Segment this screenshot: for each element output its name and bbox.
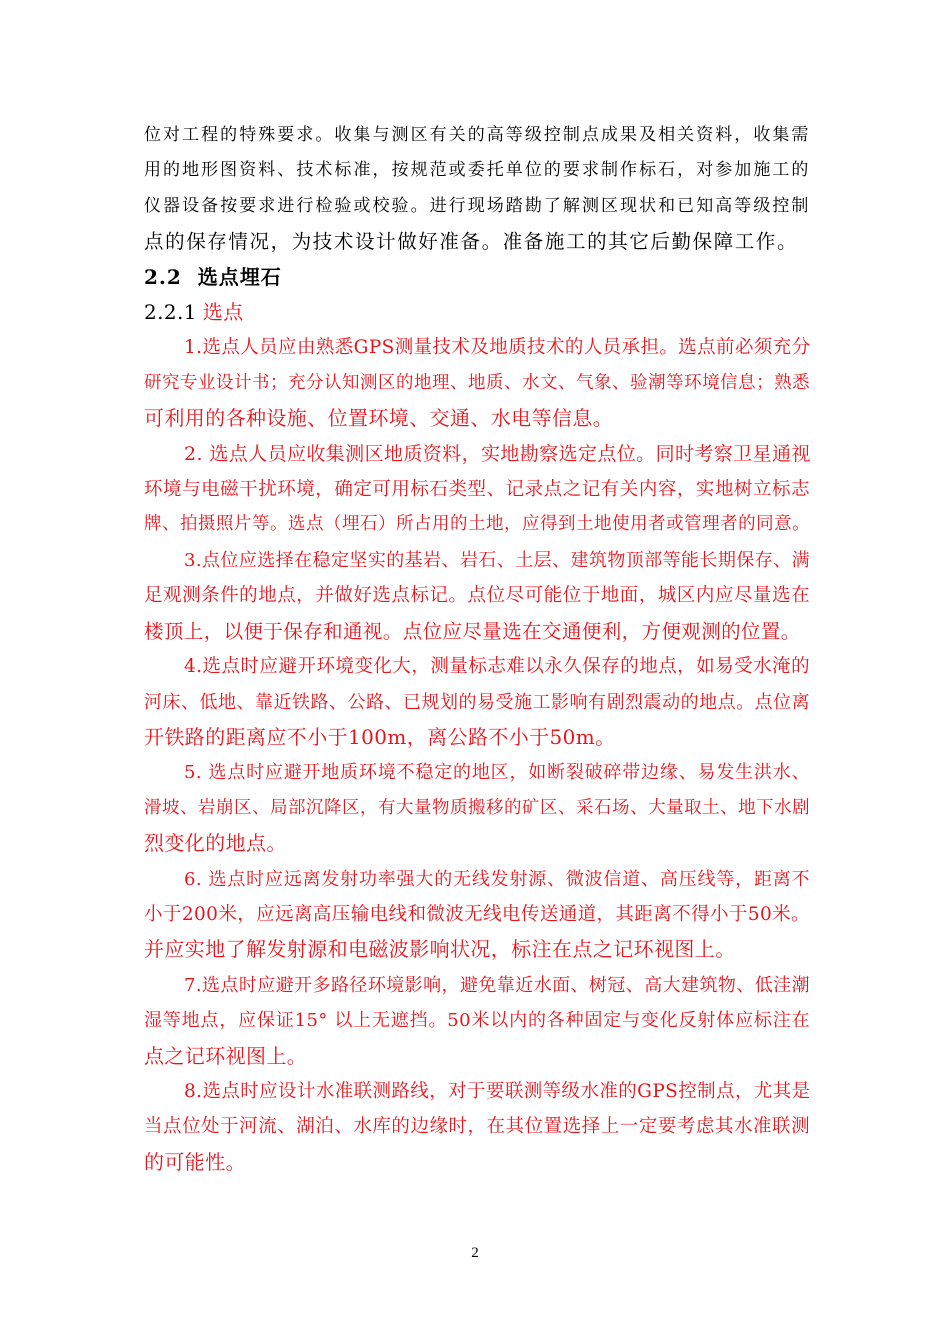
requirement-line: 8.选点时应设计水准联测路线，对于要联测等级水准的GPS控制点，尤其是: [184, 1080, 811, 1102]
intro-paragraph: [144, 118, 810, 260]
requirement-line: 河床、低地、靠近铁路、公路、已规划的易受施工影响有剧烈震动的地点。点位离: [144, 691, 810, 713]
requirement-item: [144, 862, 810, 968]
requirement-line: 3.点位应选择在稳定坚实的基岩、岩石、土层、建筑物顶部等能长期保存、满: [184, 549, 810, 571]
requirement-line: 可利用的各种设施、位置环境、交通、水电等信息。: [144, 406, 614, 431]
requirement-line: 5. 选点时应避开地质环境不稳定的地区，如断裂破碎带边缘、易发生洪水、: [184, 762, 810, 784]
requirement-item: [144, 1074, 810, 1180]
requirement-line: 烈变化的地点。: [144, 831, 287, 856]
requirement-line: 当点位处于河流、湖泊、水库的边缘时，在其位置选择上一定要考虑其水准联测: [144, 1116, 810, 1138]
page-number: 2: [471, 1245, 479, 1261]
subsection-number: 2.2.1: [144, 300, 197, 325]
requirement-line: 6. 选点时应远离发射功率强大的无线发射源、微波信道、高压线等，距离不: [184, 868, 810, 890]
requirement-line: 7.选点时应避开多路径环境影响，避免靠近水面、树冠、高大建筑物、低洼潮: [184, 974, 810, 996]
requirement-item: [144, 437, 810, 543]
subsection-title: 选点: [202, 300, 244, 325]
section-title: 选点埋石: [197, 264, 282, 289]
requirement-line: 2. 选点人员应收集测区地质资料，实地勘察选定点位。同时考察卫星通视: [184, 442, 811, 465]
subsection-heading: [144, 295, 810, 330]
intro-line: 位对工程的特殊要求。收集与测区有关的高等级控制点成果及相关资料，收集需: [144, 125, 810, 145]
intro-line: 用的地形图资料、技术标准，按规范或委托单位的要求制作标石，对参加施工的: [144, 160, 810, 181]
requirement-item: [144, 330, 810, 436]
requirement-line: 4.选点时应避开环境变化大，测量标志难以永久保存的地点，如易受水淹的: [184, 656, 810, 678]
requirement-item: [144, 649, 810, 755]
requirement-line: 点之记环视图上。: [144, 1043, 308, 1068]
intro-line: 仪器设备按要求进行检验或校验。进行现场踏勘了解测区现状和已知高等级控制: [144, 195, 810, 216]
requirement-line: 牌、拍摄照片等。选点（埋石）所占用的土地，应得到土地使用者或管理者的同意。: [144, 514, 810, 535]
section-heading: [144, 260, 810, 295]
requirement-line: 环境与电磁干扰环境，确定可用标石类型、记录点之记有关内容，实地树立标志: [144, 479, 810, 501]
requirement-item: [144, 543, 810, 649]
requirement-line: 的可能性。: [144, 1149, 246, 1174]
requirement-line: 开铁路的距离应不小于100m，离公路不小于50m。: [144, 724, 616, 749]
requirement-line: 研究专业设计书；充分认知测区的地理、地质、水文、气象、验潮等环境信息；熟悉: [144, 372, 810, 393]
requirement-line: 湿等地点，应保证15° 以上无遮挡。50米以内的各种固定与变化反射体应标注在: [144, 1010, 810, 1032]
requirement-list: [144, 330, 810, 1180]
intro-line: 点的保存情况，为技术设计做好准备。准备施工的其它后勤保障工作。: [144, 230, 799, 254]
requirement-line: 楼顶上，以便于保存和通视。点位应尽量选在交通便利，方便观测的位置。: [144, 619, 801, 643]
requirement-item: [144, 755, 810, 861]
requirement-line: 滑坡、岩崩区、局部沉降区，有大量物质搬移的矿区、采石场、大量取土、地下水剧: [144, 797, 810, 818]
document-page: [144, 118, 810, 1180]
requirement-line: 小于200米，应远离高压输电线和微波无线电传送通道，其距离不得小于50米。: [144, 903, 810, 925]
requirement-line: 1.选点人员应由熟悉GPS测量技术及地质技术的人员承担。选点前必须充分: [184, 337, 811, 359]
requirement-line: 并应实地了解发射源和电磁波影响状况，标注在点之记环视图上。: [144, 937, 736, 962]
requirement-line: 足观测条件的地点，并做好选点标记。点位尽可能位于地面，城区内应尽量选在: [144, 585, 810, 607]
section-number: 2.2: [144, 264, 182, 289]
requirement-item: [144, 968, 810, 1074]
